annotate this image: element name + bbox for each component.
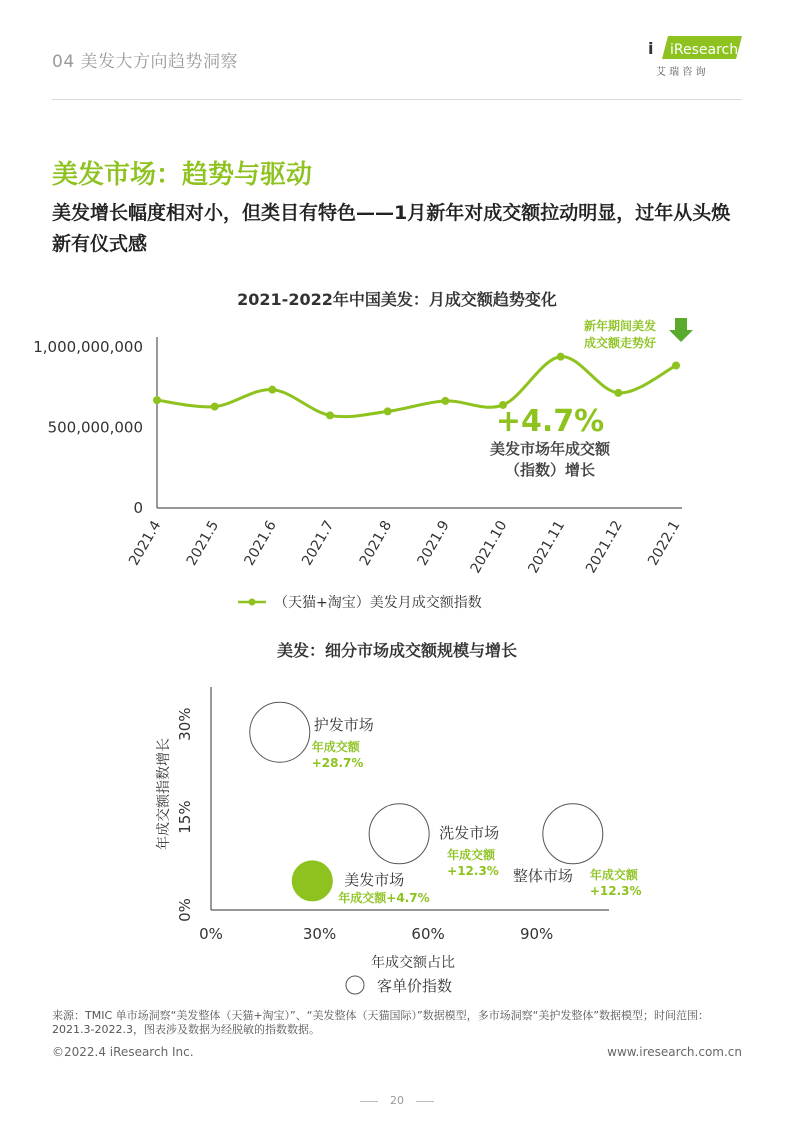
legend-dot-marker [249, 599, 256, 606]
line-chart [0, 300, 794, 620]
source-note: 来源：TMIC 单市场洞察“美发整体（天猫+淘宝）”、“美发整体（天猫国际）”数据模型，多市场洞察“美护发整体”数据模型；时间范围：2021.3-2022.3，图表涉及数据为经脱敏的指数数据。 [52, 1009, 710, 1036]
bubble-label: 洗发市场 [439, 823, 500, 842]
x-tick-label: 0% [199, 925, 223, 943]
page-dash-left [360, 1101, 378, 1102]
page-number-value: 20 [390, 1094, 404, 1107]
y-tick-label: 1,000,000,000 [33, 338, 143, 356]
growth-label-line1: 美发市场年成交额 [489, 440, 611, 458]
growth-value: +4.7% [495, 404, 605, 439]
header-divider [52, 99, 742, 100]
x-tick-label: 2021.12 [582, 518, 626, 577]
y-tick-label: 30% [176, 707, 194, 741]
y-tick-label: 0% [176, 898, 194, 922]
size-legend-marker [346, 976, 364, 994]
data-point [441, 397, 449, 405]
page-title: 美发市场：趋势与驱动 [52, 160, 313, 190]
bubble-label: 整体市场 [512, 866, 573, 885]
bubble-growth-label: 年成交额 [589, 867, 638, 882]
bubble-point [369, 804, 429, 864]
y-tick-label: 15% [176, 800, 194, 834]
x-tick-label: 2022.1 [645, 518, 684, 569]
legend-label: （天猫+淘宝）美发月成交额指数 [274, 595, 482, 611]
iresearch-logo [646, 33, 742, 79]
page-subtitle: 美发增长幅度相对小，但类目有特色——1月新年对成交额拉动明显，过年从头焕新有仪式感 [52, 202, 731, 255]
data-point [268, 386, 276, 394]
svg-text:艾 瑞 咨 询: 艾 瑞 咨 询 [656, 67, 706, 78]
bubble-chart-title: 美发：细分市场成交额规模与增长 [276, 641, 517, 660]
section-label: 04 美发大方向趋势洞察 [52, 52, 239, 72]
bubble-point [250, 702, 310, 762]
bubble-growth-value: +28.7% [311, 756, 364, 771]
bubble-chart [0, 660, 794, 1000]
bubble-growth-label: 年成交额+4.7% [338, 890, 430, 905]
y-tick-label: 500,000,000 [47, 418, 143, 437]
bubble-point [292, 861, 332, 901]
x-axis-title: 年成交额占比 [371, 955, 455, 971]
data-point [672, 362, 680, 370]
x-tick-label: 2021.5 [183, 518, 223, 569]
x-tick-label: 2021.7 [299, 518, 338, 569]
data-point [614, 389, 622, 397]
x-tick-label: 60% [411, 925, 445, 943]
svg-text:i: i [648, 39, 654, 58]
size-legend-label: 客单价指数 [377, 977, 453, 995]
website-link[interactable]: www.iresearch.com.cn [607, 1045, 742, 1059]
callout-line1: 新年期间美发 [583, 319, 657, 333]
bubble-label: 护发市场 [313, 716, 374, 735]
x-tick-label: 2021.11 [525, 518, 569, 577]
arrow-down-icon [669, 318, 693, 342]
growth-label-line2: （指数）增长 [504, 461, 596, 479]
line-chart-title: 2021-2022年中国美发：月成交额趋势变化 [237, 290, 557, 309]
page-number [0, 1094, 794, 1107]
bubble-point [543, 804, 603, 864]
x-tick-label: 2021.8 [356, 518, 396, 569]
x-tick-label: 2021.9 [414, 518, 453, 569]
bubble-growth-value: +12.3% [447, 863, 499, 878]
bubble-label: 美发市场 [344, 870, 405, 889]
y-tick-label: 0 [133, 499, 143, 517]
data-point [557, 353, 565, 361]
x-tick-label: 90% [519, 925, 554, 943]
x-tick-label: 2021.4 [126, 518, 165, 569]
bubble-growth-label: 年成交额 [447, 847, 496, 862]
data-point [211, 403, 219, 411]
copyright: ©2022.4 iResearch Inc. [52, 1045, 194, 1059]
x-tick-label: 2021.6 [241, 518, 280, 569]
callout-line2: 成交额走势好 [583, 336, 657, 350]
x-tick-label: 2021.10 [467, 518, 511, 577]
bubble-growth-label: 年成交额 [311, 740, 360, 755]
data-point [326, 411, 334, 419]
page-dash-right [416, 1101, 434, 1102]
svg-text:iResearch: iResearch [670, 42, 739, 58]
y-axis-title: 年成交额指数增长 [156, 738, 172, 850]
bubble-growth-value: +12.3% [589, 883, 642, 898]
x-tick-label: 30% [302, 925, 337, 943]
data-point [153, 396, 161, 404]
data-point [384, 407, 392, 415]
